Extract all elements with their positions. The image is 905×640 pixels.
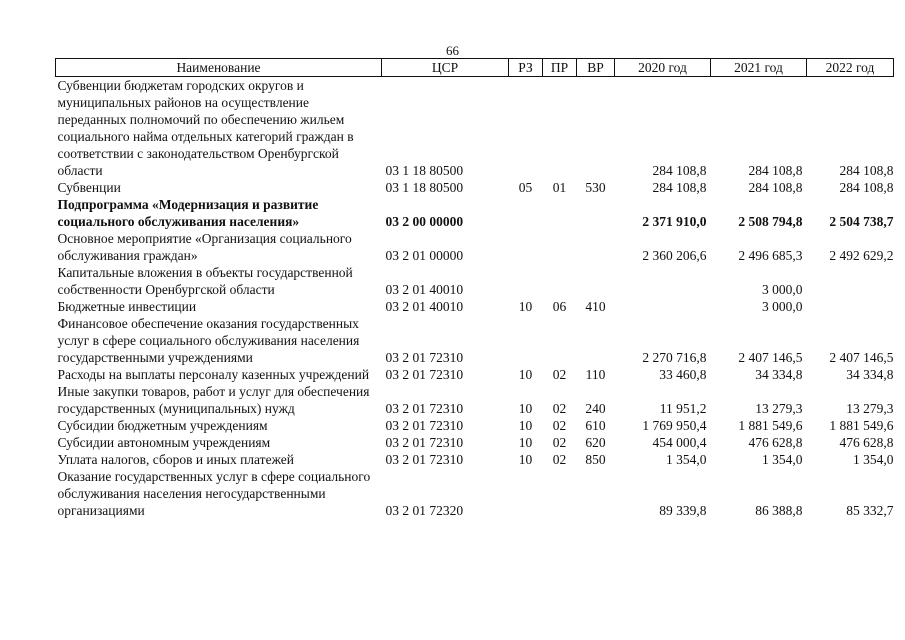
- table-row: [56, 196, 894, 230]
- row-vr: [577, 230, 615, 264]
- row-2020: 454 000,4: [652, 435, 707, 450]
- row-rz: 10: [518, 367, 533, 382]
- header-2020: 2020 год: [615, 59, 711, 77]
- table-row: [56, 417, 894, 434]
- row-2022: 1 881 549,6: [829, 418, 894, 433]
- row-name: Субсидии бюджетным учреждениям: [57, 418, 268, 433]
- row-csr: 03 2 01 72310: [385, 367, 464, 382]
- table-row: [56, 298, 894, 315]
- row-vr: [577, 196, 615, 230]
- row-rz: [509, 264, 543, 298]
- row-2021: 3 000,0: [762, 299, 803, 314]
- row-rz: [509, 230, 543, 264]
- row-csr: 03 2 01 72320: [385, 503, 464, 518]
- row-2022: 2 407 146,5: [829, 350, 894, 365]
- row-rz: 10: [518, 452, 533, 467]
- row-csr: 03 2 01 72310: [385, 350, 464, 365]
- row-name: Субвенции бюджетам городских округов и муниципальных районов на осуществление переданных полномочий по обеспечению жильем социального найма отдельных категорий граждан в соответствии с законодательством Оренбургской области: [57, 78, 354, 178]
- row-vr: [577, 264, 615, 298]
- row-2020: 284 108,8: [652, 163, 707, 178]
- row-pr: [543, 77, 577, 180]
- row-2021: 86 388,8: [755, 503, 803, 518]
- row-2020: [615, 264, 711, 298]
- row-rz: 10: [518, 299, 533, 314]
- row-name: Капитальные вложения в объекты государственной собственности Оренбургской области: [57, 265, 353, 297]
- row-vr: 110: [585, 367, 606, 382]
- row-pr: 01: [552, 180, 567, 195]
- row-rz: 10: [518, 435, 533, 450]
- row-2020: 33 460,8: [659, 367, 707, 382]
- row-pr: 02: [552, 435, 567, 450]
- header-vr: ВР: [577, 59, 615, 77]
- row-2021: 3 000,0: [762, 282, 803, 297]
- table-row: [56, 434, 894, 451]
- table-row: [56, 179, 894, 196]
- row-2020: 1 354,0: [666, 452, 707, 467]
- row-2021: 2 508 794,8: [738, 214, 803, 229]
- row-vr: 240: [585, 401, 606, 416]
- row-2021: 2 496 685,3: [738, 248, 803, 263]
- row-vr: [577, 77, 615, 180]
- row-pr: [543, 468, 577, 519]
- row-2022: 284 108,8: [839, 163, 894, 178]
- row-pr: [543, 264, 577, 298]
- row-rz: [509, 77, 543, 180]
- row-2022: 34 334,8: [846, 367, 894, 382]
- row-2022: [807, 298, 894, 315]
- row-rz: [509, 196, 543, 230]
- row-2022: 1 354,0: [853, 452, 894, 467]
- header-rz: РЗ: [509, 59, 543, 77]
- row-name: Субвенции: [57, 180, 121, 195]
- row-2021: 13 279,3: [755, 401, 803, 416]
- row-2020: 2 371 910,0: [642, 214, 707, 229]
- row-vr: 530: [585, 180, 606, 195]
- row-pr: [543, 315, 577, 366]
- row-2020: 2 270 716,8: [642, 350, 707, 365]
- row-2022: 476 628,8: [839, 435, 894, 450]
- row-vr: [577, 468, 615, 519]
- row-csr: 03 2 01 72310: [385, 435, 464, 450]
- row-2021: 284 108,8: [748, 163, 803, 178]
- row-2020: 284 108,8: [652, 180, 707, 195]
- row-pr: 02: [552, 367, 567, 382]
- row-csr: 03 2 01 40010: [385, 282, 464, 297]
- row-2022: [807, 264, 894, 298]
- header-pr: ПР: [543, 59, 577, 77]
- header-name: Наименование: [56, 59, 382, 77]
- row-vr: [577, 315, 615, 366]
- row-2021: 1 354,0: [762, 452, 803, 467]
- row-rz: 10: [518, 401, 533, 416]
- row-csr: 03 2 01 72310: [385, 452, 464, 467]
- row-csr: 03 2 01 72310: [385, 401, 464, 416]
- row-2022: 13 279,3: [846, 401, 894, 416]
- header-2021: 2021 год: [711, 59, 807, 77]
- row-name: Иные закупки товаров, работ и услуг для обеспечения государственных (муниципальных) нужд: [57, 384, 370, 416]
- row-2022: 2 492 629,2: [829, 248, 894, 263]
- row-rz: 10: [518, 418, 533, 433]
- row-2022: 284 108,8: [839, 180, 894, 195]
- table-row: [56, 451, 894, 468]
- row-vr: 610: [585, 418, 606, 433]
- table-header-row: [56, 59, 894, 77]
- header-csr: ЦСР: [382, 59, 509, 77]
- row-name: Основное мероприятие «Организация социального обслуживания граждан»: [57, 231, 352, 263]
- page-number: 66: [446, 43, 459, 58]
- header-2022: 2022 год: [807, 59, 894, 77]
- row-csr: 03 2 01 72310: [385, 418, 464, 433]
- row-vr: 620: [585, 435, 606, 450]
- row-vr: 410: [585, 299, 606, 314]
- table-row: [56, 383, 894, 417]
- row-pr: 06: [552, 299, 567, 314]
- row-name: Финансовое обеспечение оказания государственных услуг в сфере социального обслуживания населения государственными учреждениями: [57, 316, 360, 365]
- row-csr: 03 2 01 00000: [385, 248, 464, 263]
- row-2020: 1 769 950,4: [642, 418, 707, 433]
- row-2021: 284 108,8: [748, 180, 803, 195]
- row-rz: 05: [518, 180, 533, 195]
- row-2021: 476 628,8: [748, 435, 803, 450]
- row-2020: 11 951,2: [659, 401, 707, 416]
- table-row: [56, 264, 894, 298]
- row-2021: 34 334,8: [755, 367, 803, 382]
- row-pr: [543, 230, 577, 264]
- table-row: [56, 366, 894, 383]
- row-pr: 02: [552, 401, 567, 416]
- row-name: Бюджетные инвестиции: [57, 299, 197, 314]
- table-row: [56, 77, 894, 180]
- table-row: [56, 230, 894, 264]
- row-rz: [509, 315, 543, 366]
- row-rz: [509, 468, 543, 519]
- row-name: Уплата налогов, сборов и иных платежей: [57, 452, 294, 467]
- budget-table: [55, 58, 894, 519]
- row-vr: 850: [585, 452, 606, 467]
- row-2022: 85 332,7: [846, 503, 894, 518]
- row-name: Оказание государственных услуг в сфере социального обслуживания населения негосударственными организациями: [57, 469, 371, 518]
- row-csr: 03 2 00 00000: [385, 214, 464, 229]
- row-name: Подпрограмма «Модернизация и развитие социального обслуживания населения»: [57, 197, 319, 229]
- row-2022: 2 504 738,7: [829, 214, 894, 229]
- row-name: Субсидии автономным учреждениям: [57, 435, 271, 450]
- row-pr: 02: [552, 418, 567, 433]
- table-row: [56, 468, 894, 519]
- row-2021: 2 407 146,5: [738, 350, 803, 365]
- row-csr: 03 2 01 40010: [385, 299, 464, 314]
- row-csr: 03 1 18 80500: [385, 180, 464, 195]
- row-2020: 2 360 206,6: [642, 248, 707, 263]
- row-pr: 02: [552, 452, 567, 467]
- row-2020: [615, 298, 711, 315]
- row-name: Расходы на выплаты персоналу казенных учреждений: [57, 367, 370, 382]
- row-pr: [543, 196, 577, 230]
- row-2021: 1 881 549,6: [738, 418, 803, 433]
- row-csr: 03 1 18 80500: [385, 163, 464, 178]
- table-row: [56, 315, 894, 366]
- row-2020: 89 339,8: [659, 503, 707, 518]
